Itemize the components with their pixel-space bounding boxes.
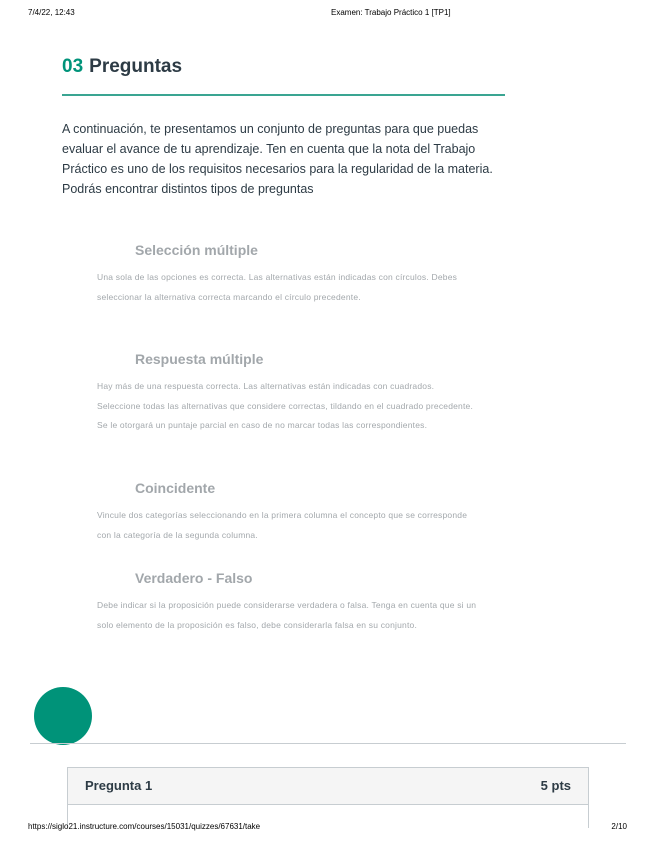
decorative-circle [34,687,92,745]
question-type-description: Vincule dos categorías seleccionando en la primera columna el concepto que se corresponde con la categoría de la segunda columna. [97,510,468,540]
question-type-description: Debe indicar si la proposición puede considerarse verdadera o falsa. Tenga en cuenta que si un solo elemento de la proposición es falso, debe considerarla falsa en su conjunto. [97,600,477,630]
question-type-title: Verdadero - Falso [135,570,253,586]
question-type-multiple-answer [97,351,477,436]
question-type-multiple-choice [97,242,477,307]
question-header [68,768,588,805]
intro-text: A continuación, te presentamos un conjunto de preguntas para que puedas evaluar el avance de tu aprendizaje. Ten en cuenta que la nota del Trabajo Práctico es uno de los requisitos necesarios para la regularidad de la materia. Podrás encontrar distintos tipos de preguntas [62,122,493,196]
section-title: Preguntas [89,56,183,77]
print-date: 7/4/22, 12:43 [28,8,75,17]
question-type-title: Coincidente [135,480,216,496]
print-page-number: 2/10 [611,822,627,831]
heading-divider [62,94,505,96]
section-number: 03 [62,56,84,77]
question-name: Pregunta 1 [85,778,153,793]
question-type-title: Respuesta múltiple [135,351,264,367]
print-document-title: Examen: Trabajo Práctico 1 [TP1] [331,8,451,17]
question-type-description: Hay más de una respuesta correcta. Las alternativas están indicadas con cuadrados. Seleccione todas las alternativas que considere correctas, tildando en el cuadrado precedente. Se le otorgará un puntaje parcial en caso de no marcar todas las correspondientes. [97,381,474,430]
question-points: 5 pts [540,778,571,793]
question-type-title: Selección múltiple [135,242,258,258]
print-footer [28,822,627,836]
question-type-true-false [97,570,477,635]
print-header [28,8,627,22]
question-card [67,767,589,828]
question-type-matching [97,480,477,545]
print-url: https://siglo21.instructure.com/courses/15031/quizzes/67631/take [28,822,261,831]
section-heading [62,56,182,78]
question-type-description: Una sola de las opciones es correcta. Las alternativas están indicadas con círculos. Debes seleccionar la alternativa correcta marcando el círculo precedente. [97,272,458,302]
content-divider [30,743,626,744]
